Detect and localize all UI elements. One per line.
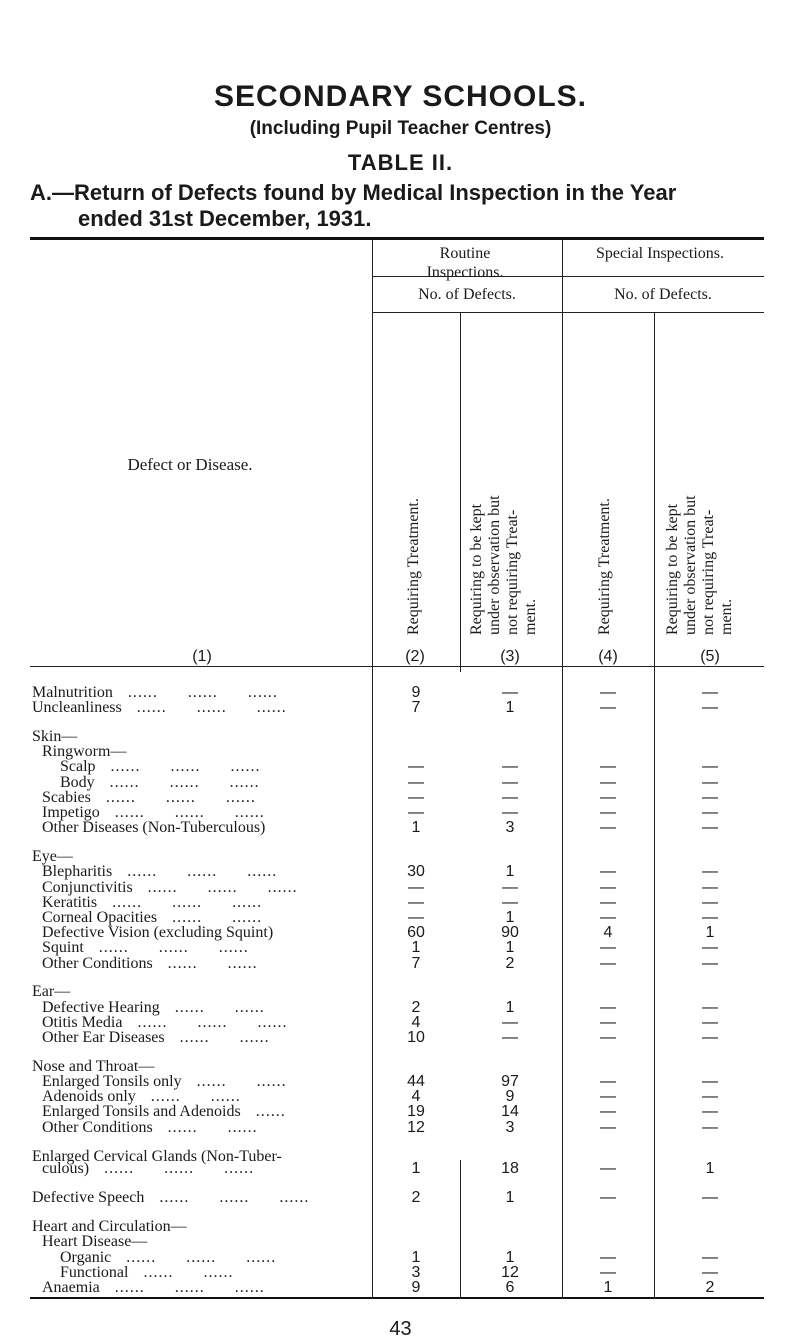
leader-dots: ...... bbox=[240, 1103, 286, 1120]
defect-header: Defect or Disease. bbox=[127, 455, 253, 474]
cell-value: — bbox=[600, 909, 616, 926]
cell-value: 9 bbox=[505, 1088, 515, 1105]
cell-value: 10 bbox=[407, 1029, 425, 1046]
leader-dots: ...... ...... ...... bbox=[99, 804, 265, 821]
row-label bbox=[42, 1160, 254, 1178]
col-num-1: (1) bbox=[192, 648, 212, 665]
leader-dots: ...... ...... ...... bbox=[121, 699, 287, 716]
row-label-text: Defective Speech bbox=[32, 1189, 145, 1206]
cell-value: — bbox=[600, 684, 616, 701]
row-label-text: Other Ear Diseases bbox=[42, 1029, 165, 1046]
leader-dots: ...... ...... bbox=[135, 1088, 241, 1105]
cell-value: — bbox=[702, 894, 718, 911]
cell-value: — bbox=[600, 1249, 616, 1266]
leader-dots: ...... ...... ...... bbox=[132, 879, 298, 896]
cell-value: — bbox=[600, 1088, 616, 1105]
row-label-text: Enlarged Tonsils and Adenoids bbox=[42, 1103, 241, 1120]
row-label-text: Keratitis bbox=[42, 894, 98, 911]
cell-value: 7 bbox=[411, 955, 421, 972]
table-row bbox=[0, 699, 801, 719]
cell-value: — bbox=[702, 955, 718, 972]
row-label-text: Corneal Opacities bbox=[42, 909, 158, 926]
cell-value: 2 bbox=[505, 955, 515, 972]
row-label bbox=[42, 1119, 258, 1137]
cell-value: 2 bbox=[411, 999, 421, 1016]
col-divider-2 bbox=[460, 312, 461, 672]
cell-value: — bbox=[702, 879, 718, 896]
row-label-text: Uncleanliness bbox=[32, 699, 122, 716]
cell-value: 1 bbox=[505, 863, 515, 880]
leader-dots: ...... ...... bbox=[152, 1119, 258, 1136]
row-label-text: Other Diseases (Non-Tuberculous) bbox=[42, 819, 266, 836]
row-label-text: Scabies bbox=[42, 789, 91, 806]
cell-value: — bbox=[702, 1264, 718, 1281]
cell-value: — bbox=[702, 1088, 718, 1105]
leader-dots: ...... ...... ...... bbox=[144, 1189, 310, 1206]
cell-value: 4 bbox=[603, 924, 613, 941]
leader-dots: ...... ...... ...... bbox=[95, 758, 261, 775]
leader-dots: ...... ...... bbox=[159, 999, 265, 1016]
cell-value: — bbox=[702, 999, 718, 1016]
row-label-text: Malnutrition bbox=[32, 684, 113, 701]
cell-value: — bbox=[600, 955, 616, 972]
leader-dots: ...... ...... bbox=[128, 1264, 234, 1281]
cell-value: — bbox=[600, 1073, 616, 1090]
cell-value: 1 bbox=[411, 1160, 421, 1177]
leader-dots: ...... ...... ...... bbox=[83, 939, 249, 956]
cell-value: — bbox=[702, 1189, 718, 1206]
cell-value: — bbox=[600, 1119, 616, 1136]
cell-value: — bbox=[702, 758, 718, 775]
cell-value: 1 bbox=[505, 1189, 515, 1206]
cell-value: — bbox=[600, 1189, 616, 1206]
cell-value: — bbox=[600, 1103, 616, 1120]
obs-line-1: Requiring to be kept bbox=[468, 503, 485, 635]
row-label-text: Anaemia bbox=[42, 1279, 100, 1296]
col-num-2: (2) bbox=[405, 648, 425, 665]
cell-value: — bbox=[600, 1014, 616, 1031]
cell-value: 60 bbox=[407, 924, 425, 941]
leader-dots: ...... ...... ...... bbox=[112, 863, 278, 880]
row-label-text: Other Conditions bbox=[42, 955, 153, 972]
cell-value: 1 bbox=[411, 819, 421, 836]
leader-dots: ...... ...... bbox=[152, 955, 258, 972]
col-num-3: (3) bbox=[500, 648, 520, 665]
row-label bbox=[32, 699, 287, 717]
row-label-text: Adenoids only bbox=[42, 1088, 136, 1105]
cell-value: — bbox=[408, 789, 424, 806]
cell-value: — bbox=[408, 758, 424, 775]
obs-line-3: not requiring Treat- bbox=[504, 509, 521, 635]
cell-value: — bbox=[600, 1029, 616, 1046]
cell-value: — bbox=[502, 1029, 518, 1046]
cell-value: — bbox=[702, 789, 718, 806]
cell-value: 90 bbox=[501, 924, 519, 941]
row-label-text: Squint bbox=[42, 939, 84, 956]
cell-value: — bbox=[702, 1029, 718, 1046]
leader-dots: ...... ...... ...... bbox=[89, 1160, 255, 1177]
routine-no-defects: No. of Defects. bbox=[418, 286, 516, 303]
row-label-text: Impetigo bbox=[42, 804, 100, 821]
row-label-text: Conjunctivitis bbox=[42, 879, 133, 896]
cell-value: 6 bbox=[505, 1279, 515, 1296]
leader-dots: ...... ...... bbox=[164, 1029, 270, 1046]
row-label-text: Defective Hearing bbox=[42, 999, 160, 1016]
row-label-text: culous) bbox=[42, 1160, 90, 1177]
leader-dots: ...... ...... bbox=[157, 909, 263, 926]
row-label-text: Scalp bbox=[60, 758, 96, 775]
col-num-5: (5) bbox=[700, 648, 720, 665]
special-no-defects: No. of Defects. bbox=[614, 286, 712, 303]
col3-header bbox=[468, 495, 540, 635]
row-label-text: Ear— bbox=[32, 983, 71, 1000]
cell-value: 3 bbox=[505, 819, 515, 836]
cell-value: 3 bbox=[411, 1264, 421, 1281]
cell-value: 7 bbox=[411, 699, 421, 716]
cell-value: — bbox=[502, 789, 518, 806]
cell-value: — bbox=[600, 699, 616, 716]
cell-value: — bbox=[408, 894, 424, 911]
cell-value: — bbox=[600, 819, 616, 836]
cell-value: — bbox=[600, 758, 616, 775]
cell-value: — bbox=[600, 879, 616, 896]
row-label-text: Heart Disease— bbox=[42, 1233, 148, 1250]
cell-value: — bbox=[702, 684, 718, 701]
row-label bbox=[42, 955, 258, 973]
leader-dots: ...... ...... bbox=[181, 1073, 287, 1090]
leader-dots: ...... ...... ...... bbox=[111, 1249, 277, 1266]
cell-value: 3 bbox=[505, 1119, 515, 1136]
special-header: Special Inspections. bbox=[596, 245, 724, 262]
leader-dots: ...... ...... ...... bbox=[99, 1279, 265, 1296]
cell-value: 44 bbox=[407, 1073, 425, 1090]
table-caption bbox=[30, 180, 790, 232]
row-label-text: Organic bbox=[60, 1249, 112, 1266]
col4-header: Requiring Treatment. bbox=[596, 498, 613, 635]
cell-value: — bbox=[702, 774, 718, 791]
leader-dots: ...... ...... ...... bbox=[90, 789, 256, 806]
cell-value: — bbox=[702, 1103, 718, 1120]
cell-value: 1 bbox=[705, 1160, 715, 1177]
cell-value: — bbox=[600, 999, 616, 1016]
col5-header bbox=[664, 495, 736, 635]
cell-value: — bbox=[408, 774, 424, 791]
cell-value: 19 bbox=[407, 1103, 425, 1120]
row-label bbox=[42, 819, 265, 837]
table-row bbox=[0, 1029, 801, 1049]
cell-value: 1 bbox=[411, 939, 421, 956]
cell-value: 4 bbox=[411, 1088, 421, 1105]
cell-value: 2 bbox=[411, 1189, 421, 1206]
cell-value: 1 bbox=[505, 939, 515, 956]
cell-value: 14 bbox=[501, 1103, 519, 1120]
cell-value: — bbox=[702, 909, 718, 926]
table-top-rule bbox=[30, 237, 764, 240]
cell-value: 2 bbox=[705, 1279, 715, 1296]
cell-value: — bbox=[702, 1014, 718, 1031]
table-caption-line2: ended 31st December, 1931. bbox=[78, 206, 372, 231]
row-label-text: Heart and Circulation— bbox=[32, 1218, 187, 1235]
cell-value: — bbox=[600, 804, 616, 821]
row-label-text: Skin— bbox=[32, 728, 78, 745]
cell-value: 9 bbox=[411, 684, 421, 701]
cell-value: 9 bbox=[411, 1279, 421, 1296]
cell-value: — bbox=[600, 1264, 616, 1281]
cell-value: 97 bbox=[501, 1073, 519, 1090]
obs-line-4: ment. bbox=[522, 599, 539, 635]
table-label: TABLE II. bbox=[347, 150, 454, 175]
table-caption-line1: A.—Return of Defects found by Medical Inspection in the Year bbox=[30, 180, 677, 205]
leader-dots: ...... ...... ...... bbox=[94, 774, 260, 791]
row-label-text: Nose and Throat— bbox=[32, 1058, 155, 1075]
row-label bbox=[42, 1029, 270, 1047]
cell-value: — bbox=[702, 1119, 718, 1136]
cell-value: — bbox=[600, 774, 616, 791]
table-row bbox=[0, 1279, 801, 1299]
leader-dots: ...... ...... ...... bbox=[112, 684, 278, 701]
cell-value: 1 bbox=[505, 699, 515, 716]
row-label-text: Otitis Media bbox=[42, 1014, 123, 1031]
cell-value: — bbox=[600, 1160, 616, 1177]
obs5-line-1: Requiring to be kept bbox=[664, 503, 681, 635]
cell-value: 4 bbox=[411, 1014, 421, 1031]
obs5-line-3: not requiring Treat- bbox=[700, 509, 717, 635]
table-row bbox=[0, 819, 801, 839]
cell-value: 1 bbox=[505, 1249, 515, 1266]
cell-value: — bbox=[502, 879, 518, 896]
cell-value: 1 bbox=[505, 999, 515, 1016]
cell-value: — bbox=[702, 819, 718, 836]
cell-value: — bbox=[502, 1014, 518, 1031]
cell-value: — bbox=[702, 863, 718, 880]
leader-dots: ...... ...... ...... bbox=[97, 894, 263, 911]
cell-value: 12 bbox=[501, 1264, 519, 1281]
row-label-text: Defective Vision (excluding Squint) bbox=[42, 924, 274, 941]
obs5-line-2: under observation but bbox=[682, 495, 699, 635]
cell-value: — bbox=[408, 909, 424, 926]
row-label-text: Other Conditions bbox=[42, 1119, 153, 1136]
cell-value: 18 bbox=[501, 1160, 519, 1177]
table-row bbox=[0, 955, 801, 975]
page-title: SECONDARY SCHOOLS. bbox=[213, 80, 588, 113]
cell-value: — bbox=[600, 894, 616, 911]
page-number: 43 bbox=[389, 1318, 412, 1340]
cell-value: 1 bbox=[603, 1279, 613, 1296]
cell-value: — bbox=[600, 939, 616, 956]
row-label-text: Body bbox=[60, 774, 95, 791]
cell-value: — bbox=[502, 758, 518, 775]
cell-value: 1 bbox=[411, 1249, 421, 1266]
row-label-text: Blepharitis bbox=[42, 863, 113, 880]
table-row bbox=[0, 1160, 801, 1180]
row-label-text: Eye— bbox=[32, 848, 73, 865]
row-label-text: Enlarged Cervical Glands (Non-Tuber- bbox=[32, 1148, 282, 1165]
col2-header: Requiring Treatment. bbox=[405, 498, 422, 635]
cell-value: — bbox=[702, 939, 718, 956]
routine-header: Routine Inspections. bbox=[426, 245, 504, 281]
cell-value: — bbox=[502, 804, 518, 821]
cell-value: — bbox=[502, 684, 518, 701]
cell-value: 1 bbox=[705, 924, 715, 941]
cell-value: 12 bbox=[407, 1119, 425, 1136]
row-label bbox=[32, 1189, 309, 1207]
obs-line-2: under observation but bbox=[486, 495, 503, 635]
leader-dots: ...... ...... ...... bbox=[122, 1014, 288, 1031]
cell-value: — bbox=[600, 789, 616, 806]
cell-value: 1 bbox=[505, 909, 515, 926]
cell-value: — bbox=[702, 1249, 718, 1266]
row-label-text: Functional bbox=[60, 1264, 129, 1281]
cell-value: — bbox=[408, 879, 424, 896]
defects-subheader-rule bbox=[372, 312, 764, 313]
row-label bbox=[42, 1279, 265, 1297]
table-row bbox=[0, 1189, 801, 1209]
cell-value: — bbox=[600, 863, 616, 880]
cell-value: — bbox=[502, 774, 518, 791]
cell-value: 30 bbox=[407, 863, 425, 880]
cell-value: — bbox=[702, 804, 718, 821]
table-row bbox=[0, 1119, 801, 1139]
cell-value: — bbox=[502, 894, 518, 911]
cell-value: — bbox=[702, 699, 718, 716]
row-label-text: Ringworm— bbox=[42, 743, 127, 760]
col-num-4: (4) bbox=[598, 648, 618, 665]
page-subtitle: (Including Pupil Teacher Centres) bbox=[249, 118, 552, 139]
obs5-line-4: ment. bbox=[718, 599, 735, 635]
cell-value: — bbox=[408, 804, 424, 821]
cell-value: — bbox=[702, 1073, 718, 1090]
row-label-text: Enlarged Tonsils only bbox=[42, 1073, 182, 1090]
